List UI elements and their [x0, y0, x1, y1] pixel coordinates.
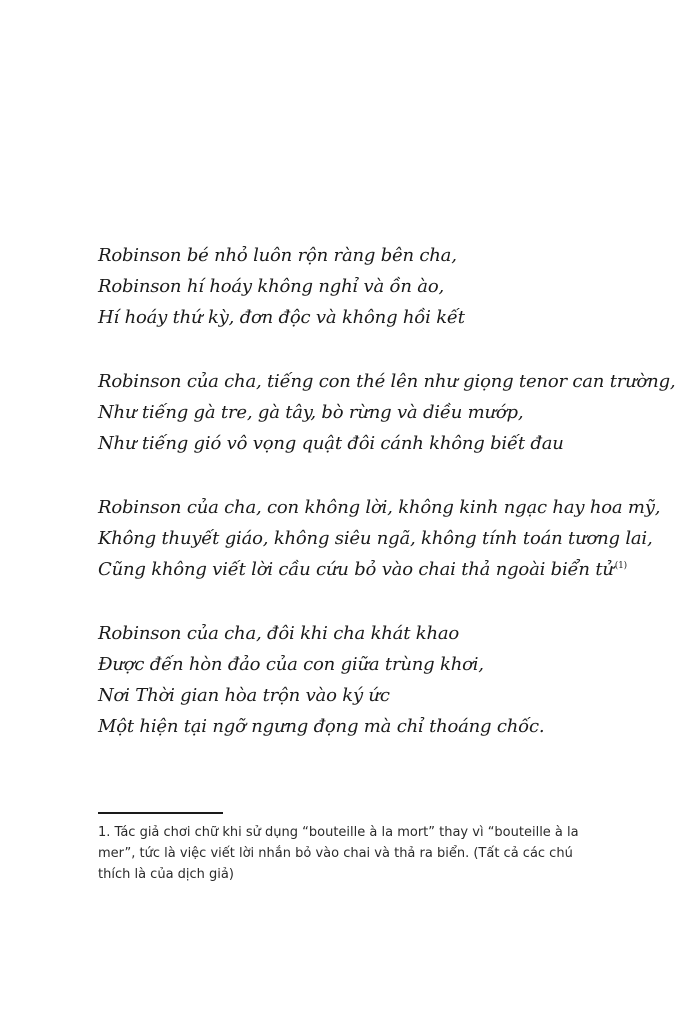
poem-line: Robinson của cha, đôi khi cha khát khao: [98, 623, 460, 644]
poem-line: Như tiếng gió vô vọng quật đôi cánh không biết đau: [98, 433, 564, 454]
poem-line: Nơi Thời gian hòa trộn vào ký ức: [98, 685, 390, 706]
poem-line: Robinson hí hoáy không nghỉ và ồn ào,: [98, 276, 444, 297]
stanza-1: [98, 240, 678, 333]
poem-line: Robinson của cha, tiếng con thé lên như giọng tenor can trường,: [98, 371, 676, 392]
poem-line: Một hiện tại ngỡ ngưng đọng mà chỉ thoáng chốc.: [98, 716, 545, 737]
footnote-divider: [98, 812, 223, 814]
poem-line-text: Cũng không viết lời cầu cứu bỏ vào chai thả ngoài biển tử: [98, 559, 614, 580]
poem: [98, 240, 678, 775]
poem-line: Như tiếng gà tre, gà tây, bò rừng và diều mướp,: [98, 402, 524, 423]
footnote: 1. Tác giả chơi chữ khi sử dụng “bouteille à la mort” thay vì “bouteille à la mer”, tức là việc viết lời nhắn bỏ vào chai và thả ra biển. (Tất cả các chú thích là của dịch giả): [98, 825, 579, 882]
poem-line: Được đến hòn đảo của con giữa trùng khơi,: [98, 654, 484, 675]
poem-line: Không thuyết giáo, không siêu ngã, không tính toán tương lai,: [98, 528, 653, 549]
stanza-3: [98, 492, 678, 585]
footnote-reference[interactable]: (1): [614, 561, 627, 571]
poem-line: Robinson của cha, con không lời, không kinh ngạc hay hoa mỹ,: [98, 497, 661, 518]
poem-line: Robinson bé nhỏ luôn rộn ràng bên cha,: [98, 245, 457, 266]
poem-line-with-footnote: [98, 554, 678, 585]
poem-line: Hí hoáy thứ kỳ, đơn độc và không hồi kết: [98, 307, 465, 328]
stanza-2: [98, 366, 678, 459]
stanza-4: [98, 618, 678, 742]
